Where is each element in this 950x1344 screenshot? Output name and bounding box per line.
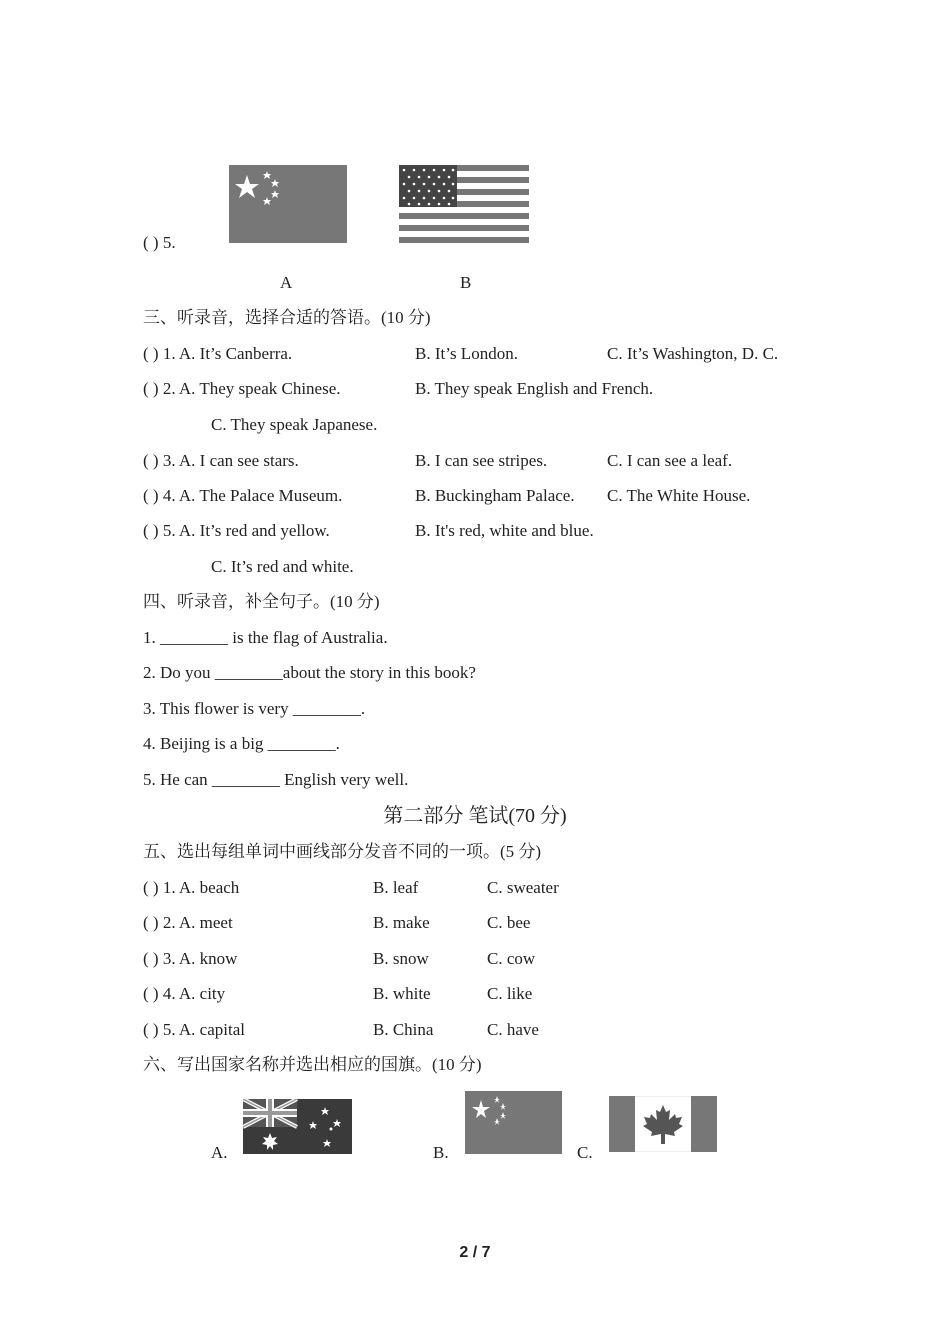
china-flag-icon (229, 165, 347, 243)
q5-bracket: ( ) 5. (143, 233, 176, 252)
s4-item-2: 2. Do you ________about the story in this book? (143, 663, 476, 682)
s3-q4-c: C. The White House. (607, 486, 751, 505)
australia-flag-icon (243, 1099, 352, 1154)
s3-q2-c: C. They speak Japanese. (211, 415, 378, 434)
s4-item-5: 5. He can ________ English very well. (143, 770, 409, 789)
s6-label-a: A. (211, 1143, 228, 1162)
s3-q2-a: ( ) 2. A. They speak Chinese. (143, 379, 341, 398)
s3-q4-b: B. Buckingham Palace. (415, 486, 575, 505)
s3-q5-c: C. It’s red and white. (211, 557, 354, 576)
canada-flag-icon (609, 1096, 717, 1152)
section4-title: 四、听录音，补全句子。(10 分) (143, 592, 380, 611)
s5-q2-c: C. bee (487, 913, 531, 932)
s3-q1-c: C. It’s Washington, D. C. (607, 344, 779, 363)
section6-title: 六、写出国家名称并选出相应的国旗。(10 分) (143, 1055, 482, 1074)
s5-q1-c: C. sweater (487, 878, 559, 897)
s5-q3-b: B. snow (373, 949, 429, 968)
s5-q5-c: C. have (487, 1020, 539, 1039)
s3-q2-b: B. They speak English and French. (415, 379, 654, 398)
s4-item-3: 3. This flower is very ________. (143, 699, 366, 718)
s3-q1-b: B. It’s London. (415, 344, 518, 363)
s3-q3-c: C. I can see a leaf. (607, 451, 733, 470)
s5-q5-b: B. China (373, 1020, 434, 1039)
q5-label-b: B (460, 273, 472, 292)
s3-q5-b: B. It's red, white and blue. (415, 521, 594, 540)
section3-title: 三、听录音，选择合适的答语。(10 分) (143, 308, 431, 327)
s3-q5-a: ( ) 5. A. It’s red and yellow. (143, 521, 330, 540)
usa-flag-icon (399, 165, 529, 243)
s3-q4-a: ( ) 4. A. The Palace Museum. (143, 486, 343, 505)
s5-q1-b: B. leaf (373, 878, 419, 897)
china-flag-icon (465, 1091, 562, 1154)
s5-q3-c: C. cow (487, 949, 536, 968)
s5-q5-a: ( ) 5. A. capital (143, 1020, 245, 1039)
s5-q2-b: B. make (373, 913, 430, 932)
s5-q4-c: C. like (487, 984, 533, 1003)
s3-q3-a: ( ) 3. A. I can see stars. (143, 451, 299, 470)
section5-title: 五、选出每组单词中画线部分发音不同的一项。(5 分) (143, 842, 542, 861)
s6-label-c: C. (577, 1143, 593, 1162)
s5-q4-a: ( ) 4. A. city (143, 984, 226, 1003)
s5-q3-a: ( ) 3. A. know (143, 949, 238, 968)
part2-title: 第二部分 笔试(70 分) (383, 805, 567, 827)
s3-q1-a: ( ) 1. A. It’s Canberra. (143, 344, 293, 363)
q5-label-a: A (280, 273, 293, 292)
s5-q4-b: B. white (373, 984, 431, 1003)
s3-q3-b: B. I can see stripes. (415, 451, 548, 470)
s6-label-b: B. (433, 1143, 449, 1162)
s4-item-4: 4. Beijing is a big ________. (143, 734, 340, 753)
page-number: 2 / 7 (459, 1244, 491, 1261)
s5-q2-a: ( ) 2. A. meet (143, 913, 233, 932)
s4-item-1: 1. ________ is the flag of Australia. (143, 628, 388, 647)
s5-q1-a: ( ) 1. A. beach (143, 878, 240, 897)
